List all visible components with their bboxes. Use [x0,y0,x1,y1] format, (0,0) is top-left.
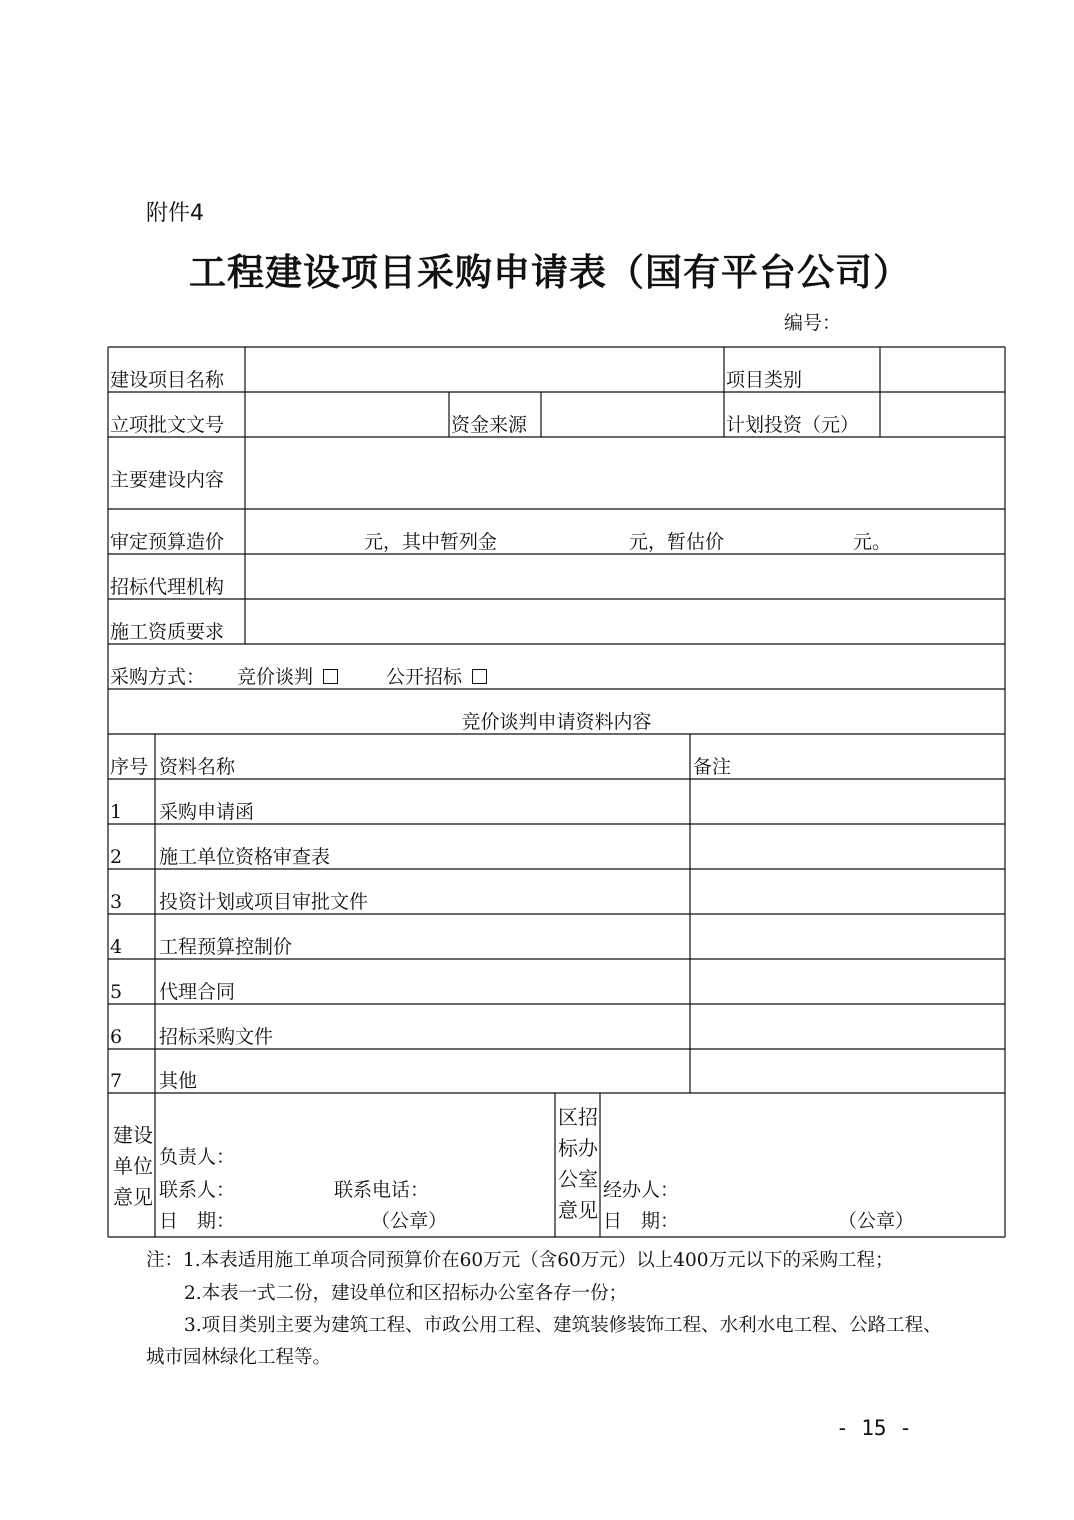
bureau-seal-label: （公章） [838,1210,915,1232]
row-number: 1 [110,801,123,823]
open-tender-checkbox[interactable] [472,669,487,684]
row-number: 6 [110,1026,123,1048]
note-line-1: 注：1.本表适用施工单项合同预算价在60万元（含60万元）以上400万元以下的采购工程； [146,1250,894,1271]
builder-date-label: 日 期： [159,1210,236,1232]
planned-investment-label: 计划投资（元） [726,414,860,436]
row-number: 2 [110,846,123,868]
row-number: 7 [110,1070,123,1092]
column-name-header: 资料名称 [159,756,236,778]
row-material-name: 工程预算控制价 [159,936,293,958]
row-material-name: 投资计划或项目审批文件 [159,891,369,913]
contact-person-label: 联系人： [159,1179,236,1201]
attachment-label: 附件4 [146,201,204,226]
builder-seal-label: （公章） [371,1210,448,1232]
row-material-name: 采购申请函 [159,801,255,823]
row-number: 4 [110,936,123,958]
main-content-label: 主要建设内容 [110,469,225,491]
method-negotiation-label: 竞价谈判 [237,666,314,688]
responsible-person-label: 负责人： [159,1146,236,1168]
row-number: 5 [110,981,123,1003]
budget-unit-provisional: 元，其中暂列金 [364,531,498,553]
budget-unit-end: 元。 [853,531,892,553]
agency-label: 招标代理机构 [110,576,225,598]
form-title: 工程建设项目采购申请表（国有平台公司） [189,251,911,294]
builder-opinion-label: 建设 单位 意见 [113,1123,153,1209]
phone-label: 联系电话： [334,1179,430,1201]
method-open-option[interactable] [386,666,487,688]
note-line-4: 城市园林绿化工程等。 [146,1347,332,1368]
bureau-opinion-label: 区招 标办 公室 意见 [558,1105,598,1222]
bureau-date-label: 日 期： [603,1210,680,1232]
budget-label: 审定预算造价 [110,531,225,553]
materials-header: 竞价谈判申请资料内容 [461,711,652,733]
qualification-label: 施工资质要求 [110,621,225,643]
row-material-name: 代理合同 [159,981,236,1003]
purchase-method-label: 采购方式： [110,666,206,688]
approval-number-label: 立项批文文号 [110,414,225,436]
row-material-name: 其他 [159,1070,198,1092]
method-open-label: 公开招标 [386,666,463,688]
note-line-3: 3.项目类别主要为建筑工程、市政公用工程、建筑装修装饰工程、水利水电工程、公路工程、 [184,1315,942,1336]
page-number: - 15 - [836,1416,912,1440]
row-material-name: 招标采购文件 [159,1026,274,1048]
row-number: 3 [110,891,123,913]
row-material-name: 施工单位资格审查表 [159,846,331,868]
fund-source-label: 资金来源 [451,414,528,436]
negotiation-checkbox[interactable] [323,669,338,684]
column-remark-header: 备注 [693,756,732,778]
serial-number-label: 编号： [784,312,842,334]
method-negotiation-option[interactable] [237,666,338,688]
handler-label: 经办人： [603,1179,680,1201]
column-no-header: 序号 [110,756,149,778]
project-type-label: 项目类别 [726,369,803,391]
budget-unit-estimate: 元，暂估价 [629,531,725,553]
note-line-2: 2.本表一式二份，建设单位和区招标办公室各存一份； [184,1283,628,1304]
project-name-label: 建设项目名称 [110,369,225,391]
